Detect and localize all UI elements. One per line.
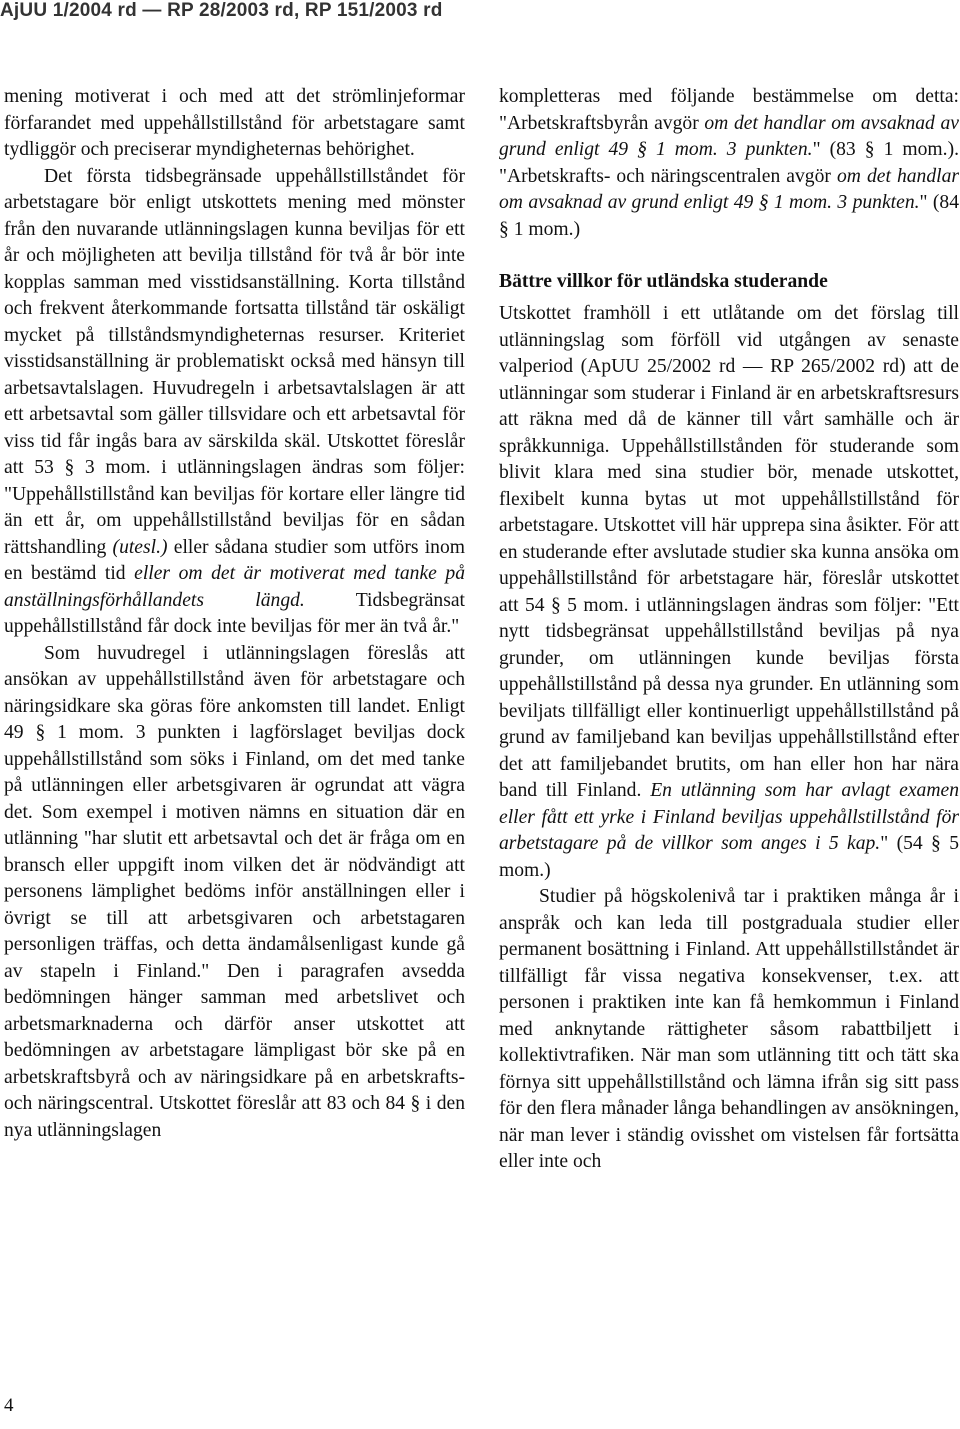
italic-text: En utlänning som har avlagt examen eller fått ett yrke i Finland beviljas uppehållstillstånd för arbetstagare på de villkor som anges i 5 kap. (499, 780, 959, 854)
paragraph-higher-education: Studier på högskolenivå tar i praktiken många år i anspråk och kan leda till postgraduala studier eller permanent bosättning i Finland. Att uppehållstillståndet är tillfälligt får vissa negativa konsekvenser, t.ex. att personen i praktiken inte kan få hemkommun i Finland med anknytande rättigheter såsom rabattbiljett i kollektivtrafiken. När man som utlänning titt och tätt ska förnya sitt uppehållstillstånd och lämna ifrån sig sitt pass för den flera månader långa behandlingen av ansökningen, när man lever i ständig ovisshet om vistelsen får fortsätta eller inte och (499, 886, 959, 1172)
italic-text: om det handlar om avsaknad av grund enligt 49 § 1 mom. 3 punkten. (499, 165, 960, 213)
paragraph-text: kompletteras med följande bestämmelse om detta: "Arbetskraftsbyrån avgör (499, 86, 959, 134)
paragraph-text: Tidsbegränsat uppehållstillstånd får dock inte beviljas för mer än två år." (4, 589, 465, 637)
paragraph-text: " (83 § 1 mom.). "Arbetskrafts- och näringscentralen avgör (499, 139, 959, 187)
paragraph-main-rule: Som huvudregel i utlänningslagen föreslås att ansökan av uppehållstillstånd även för arbetstagare och näringsidkare ska göras före ankomsten till landet. Enligt 49 § 1 mom. 3 punkten i lagförslaget beviljas dock uppehållstillstånd som söks i Finland, om det med tanke på utlänningen eller arbetsgivaren är ogrundat att vägra det. Som exempel i motiven nämns en situation där en utlänning "har slutit ett arbetsavtal och det är fråga om en bransch eller uppgift inom vilken det är nödvändigt att personens lämplighet bedöms inför anställningen eller i övrigt se till att arbetsgivaren och arbetstagaren personligen träffas, och detta ändamålsenligast kunde gå av stapeln i Finland." Den i paragrafen avsedda bedömningen hänger samman med arbetslivet och arbetsmarknaderna och därför anser utskottet att bedömningen av arbetstagare lämpligast bör ske på en arbetskraftsbyrå och av näringsidkare på en arbetskrafts- och näringscentral. Utskottet föreslår att 83 och 84 § i den nya utlänningslagen (4, 642, 465, 1141)
paragraph-text: Utskottet framhöll i ett utlåtande om det förslag till utlänningslag som förföll vid utgången av senaste valperiod (ApUU 25/2002 rd — RP 265/2002 rd) att de utlänningar som studerar i Finland är en arbetskraftsresurs att räkna med då de känner till vårt samhälle och är språkkunniga. Uppehållstillstånden för studerande som blivit klara med sina studier bör, menade utskottet, flexibelt kunna bytas ut mot uppehållstillstånd för arbetstagare. Utskottet vill här upprepa sina åsikter. För att en studerande efter avslutade studier ska kunna ansöka om uppehållstillstånd för arbetstagare här, föreslår utskottet att 54 § 5 mom. i utlänningslagen ändras som följer: "Ett nytt tidsbegränsat uppehållstillstånd beviljas på nya grunder, om utlänningen kunde beviljas första uppehållstillstånd på dessa nya grunder. En utlänning som beviljats tillfälligt eller kontinuerligt uppehållstillstånd på grund av familjeband kan beviljas uppehållstillstånd efter det att familjebandet brutits, om han eller hon har nära band till Finland. (499, 303, 959, 801)
left-column (4, 84, 465, 1144)
paragraph-text: eller sådana studier som utförs inom en bestämd tid (4, 536, 465, 584)
document-header: AjUU 1/2004 rd — RP 28/2003 rd, RP 151/2003 rd (0, 0, 443, 21)
paragraph-continuation: mening motiverat i och med att det strömlinjeformar förfarandet med uppehållstillstånd för arbetstagare samt tydliggör och preciserar myndigheternas behörighet. (4, 86, 465, 160)
paragraph-students (499, 301, 959, 884)
right-column (499, 84, 959, 1176)
paragraph-supplement (499, 84, 959, 243)
paragraph-text: Det första tidsbegränsade uppehållstillståndet för arbetstagare bör enligt utskottets mening med mönster från den nuvarande utlänningslagen kunna beviljas för ett år och möjligheten att bevilja tillstånd för två år bör inte kopplas samman med visstidsanställning. Korta tillstånd och frekvent återkommande fortsatta tillstånd tär oskäligt mycket på tillståndsmyndigheternas resurser. Kriteriet visstidsanställning är problematiskt också med hänsyn till arbetsavtalslagen. Huvudregeln i arbetsavtalslagen är att ett arbetsavtal som gäller tillsvidare och ett arbetsavtal för viss tid får ingås bara av särskilda skäl. Utskottet föreslår att 53 § 3 mom. i utlänningslagen ändras som följer: "Uppehållstillstånd kan beviljas för kortare eller längre tid än ett år, om uppehållstillstånd beviljas för en sådan rättshandling (4, 165, 465, 558)
page-number: 4 (4, 1395, 14, 1416)
paragraph-text: " (84 § 1 mom.) (499, 192, 960, 240)
paragraph-text: " (54 § 5 mom.) (499, 833, 959, 881)
italic-text: (utesl.) (112, 536, 168, 558)
italic-text: eller om det är motiverat med tanke på anställningsförhållandets längd. (4, 563, 465, 611)
paragraph-temporary-permit (4, 164, 465, 641)
italic-text: om det handlar om avsaknad av grund enligt 49 § 1 mom. 3 punkten. (499, 112, 959, 160)
section-heading: Bättre villkor för utländska studerande (499, 271, 828, 292)
